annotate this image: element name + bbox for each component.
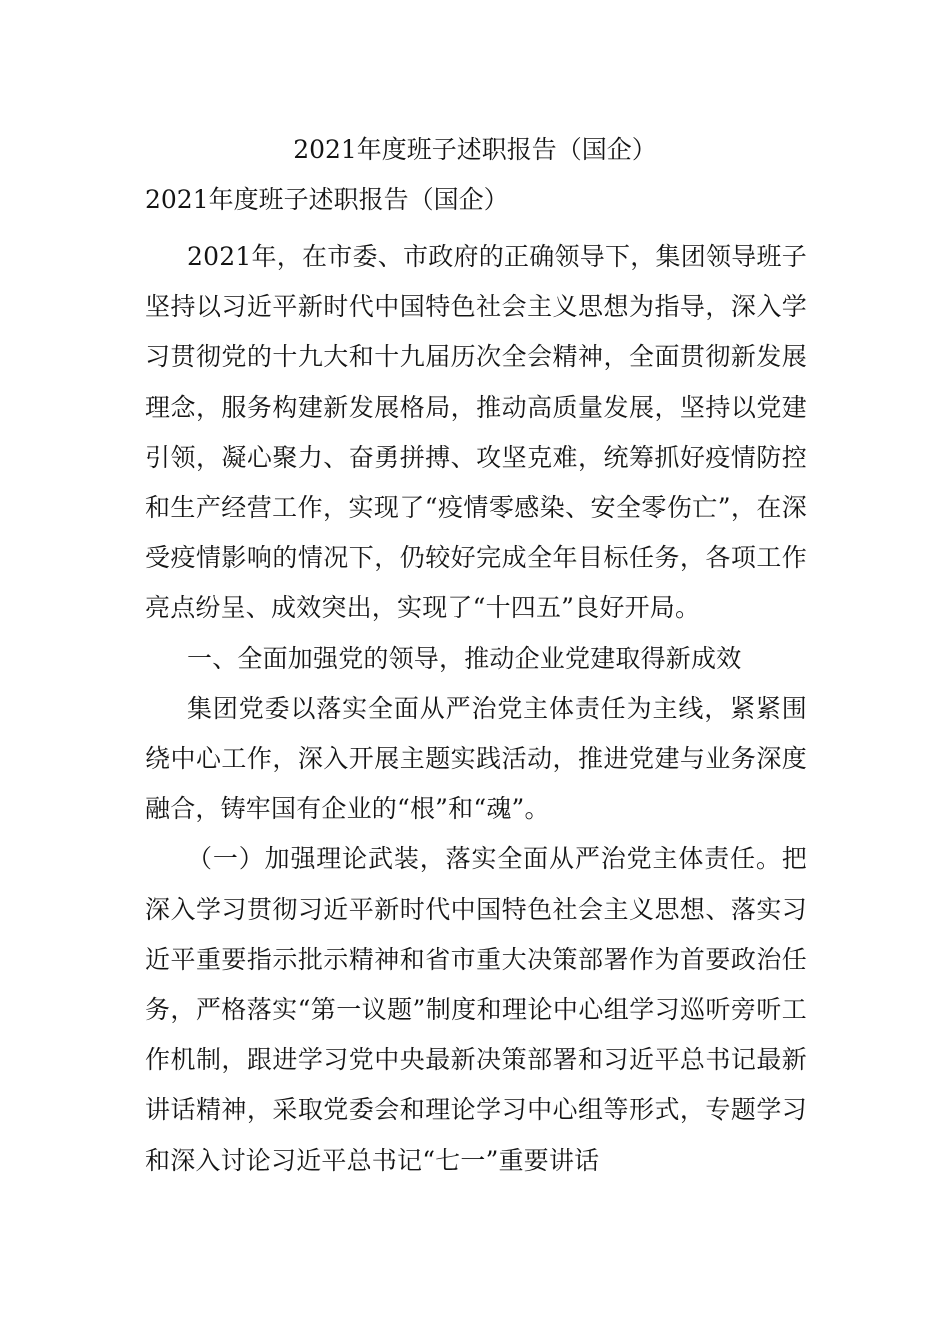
- document-body: [145, 232, 807, 1186]
- paragraph-section-1-summary: 集团党委以落实全面从严治党主体责任为主线，紧紧围绕中心工作，深入开展主题实践活动，推进党建与业务深度融合，铸牢国有企业的“根”和“魂”。: [145, 693, 807, 824]
- paragraph-subsection-1: （一）加强理论武装，落实全面从严治党主体责任。把深入学习贯彻习近平新时代中国特色社会主义思想、落实习近平重要指示批示精神和省市重大决策部署作为首要政治任务，严格落实“第一议题”制度和理论中心组学习巡听旁听工作机制，跟进学习党中央最新决策部署和习近平总书记最新讲话精神，采取党委会和理论学习中心组等形式，专题学习和深入讨论习近平总书记“七一”重要讲话: [145, 844, 807, 1175]
- section-heading-1: 一、全面加强党的领导，推动企业党建取得新成效: [187, 643, 742, 673]
- paragraph-intro: 2021年，在市委、市政府的正确领导下，集团领导班子坚持以习近平新时代中国特色社会主义思想为指导，深入学习贯彻党的十九大和十九届历次全会精神，全面贯彻新发展理念，服务构建新发展格局，推动高质量发展，坚持以党建引领，凝心聚力、奋勇拼搏、攻坚克难，统筹抓好疫情防控和生产经营工作，实现了“疫情零感染、安全零伤亡”，在深受疫情影响的情况下，仍较好完成全年目标任务，各项工作亮点纷呈、成效突出，实现了“十四五”良好开局。: [145, 242, 807, 623]
- document-subtitle: 2021年度班子述职报告（国企）: [145, 185, 509, 214]
- document-title: 2021年度班子述职报告（国企）: [293, 135, 657, 164]
